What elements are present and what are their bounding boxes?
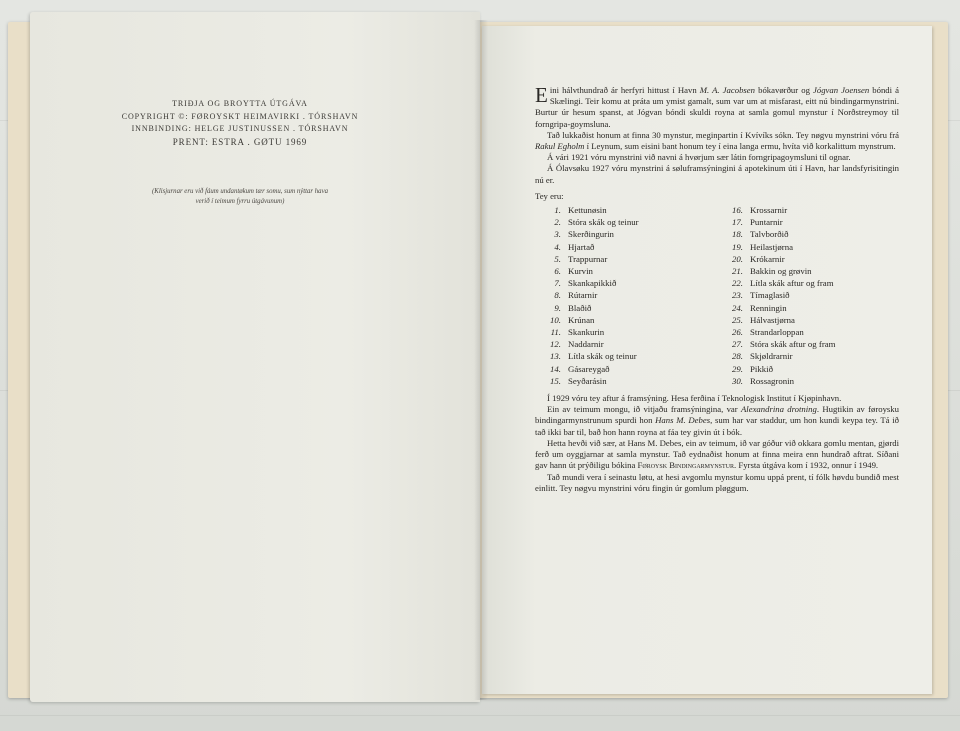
- pattern-name: Naddarnir: [568, 339, 604, 350]
- item-number: 13.: [550, 351, 561, 362]
- text-run: Tað lukkaðist honum at finna 30 mynstur, meginpartin í Kvívíks sókn. Tey nøgvu mynstrini vóru frá: [547, 129, 899, 140]
- paragraph-5: Í 1929 vóru tey aftur á framsýning. Hesa ferðina í Teknologisk Institut í Kjøpinhavn.: [547, 393, 842, 404]
- closing-section: [535, 393, 899, 494]
- list-item: [717, 277, 899, 289]
- list-item: [535, 375, 717, 387]
- list-item: [535, 289, 717, 301]
- item-number: 10.: [550, 314, 561, 325]
- item-number: 9.: [554, 302, 561, 313]
- list-item: [535, 314, 717, 326]
- print-line: PRENT: ESTRA . GØTU 1969: [172, 136, 308, 147]
- text-run: bókavørður og: [755, 85, 814, 95]
- pattern-name: Stóra skák og teinur: [568, 217, 639, 228]
- text-run: , sum har var staddur, um hon kundi keypa tey. Tá ið tað ikki bar til, bað hon hann royna at fáa tey givin út í bók.: [535, 415, 899, 437]
- pattern-name: Skjøldrarnir: [750, 351, 793, 362]
- item-number: 28.: [732, 351, 743, 362]
- item-number: 18.: [732, 229, 743, 240]
- pattern-name: Hálvastjørna: [750, 314, 795, 325]
- page-text: [535, 85, 899, 494]
- list-item: [535, 350, 717, 362]
- item-number: 5.: [554, 253, 561, 264]
- pattern-name: Stóra skák aftur og fram: [750, 339, 836, 350]
- item-number: 7.: [554, 278, 561, 289]
- text-run: bóndi á Skælingi. Teir komu at práta um ymist gamalt, sum var um at misfarast, eitt nú bindingarmynstrini. Burtur úr hesum spanst, at Jógvan bóndi skuldi royna at samla gomul mynstur í Norðstreymoy til forngripa-goymsluna.: [535, 85, 899, 129]
- pattern-name: Skankapikkið: [568, 278, 617, 289]
- item-number: 26.: [732, 327, 743, 338]
- pattern-name: Blaðið: [568, 302, 592, 313]
- list-item: [717, 265, 899, 277]
- list-item: [535, 265, 717, 277]
- item-number: 25.: [732, 314, 743, 325]
- list-item: [535, 363, 717, 375]
- paragraph-4: Á Ólavsøku 1927 vóru mynstrini á søluframsýningini á apotekinum úti í Havn, har landsfyrisitingin nú er.: [535, 163, 899, 185]
- edition-line: TRIÐJA OG BROYTTA ÚTGÁVA: [172, 99, 308, 108]
- item-number: 21.: [732, 266, 743, 277]
- list-item: [535, 326, 717, 338]
- pattern-name: Seyðarásin: [568, 375, 607, 386]
- item-number: 24.: [732, 302, 743, 313]
- pattern-list: [535, 204, 899, 387]
- paragraph-1: [535, 85, 899, 130]
- note-line: (Klisjurnar eru við fáum undantøkum tær somu, sum nýttar hava: [152, 188, 328, 195]
- item-number: 16.: [732, 205, 743, 216]
- pattern-name: Krúnan: [568, 314, 595, 325]
- item-number: 6.: [554, 266, 561, 277]
- item-number: 30.: [732, 375, 743, 386]
- pattern-name: Heilastjørna: [750, 241, 793, 252]
- paragraph-3: Á vári 1921 vóru mynstrini við navni á hvørjum sær látin forngripagoymsluni til ognar.: [547, 152, 851, 163]
- person-name: M. A. Jacobsen: [699, 85, 756, 95]
- item-number: 17.: [732, 217, 743, 228]
- pattern-name: Skerðingurin: [568, 229, 614, 240]
- person-name: Jógvan Joensen: [813, 85, 870, 95]
- pattern-name: Tímaglasið: [750, 290, 790, 301]
- item-number: 14.: [550, 363, 561, 374]
- pattern-name: Rútarnir: [568, 290, 598, 301]
- person-name: Alexandrina drotning: [741, 404, 817, 415]
- item-number: 19.: [732, 241, 743, 252]
- list-item: [535, 277, 717, 289]
- list-intro: Tey eru:: [535, 190, 564, 201]
- list-item: [535, 241, 717, 253]
- pattern-name: Krossarnir: [750, 205, 788, 216]
- text-run: ini hálvthundrað ár herfyri hittust í Havn: [549, 85, 700, 95]
- item-number: 2.: [554, 217, 561, 228]
- list-item: [717, 350, 899, 362]
- pattern-name: Lítla skák aftur og fram: [750, 278, 834, 289]
- item-number: 27.: [732, 339, 743, 350]
- person-name: Rakul Egholm: [535, 141, 585, 152]
- list-item: [717, 289, 899, 301]
- list-item: [717, 375, 899, 387]
- pattern-name: Rossagronin: [750, 375, 794, 386]
- cliche-note: [30, 187, 450, 207]
- list-item: [717, 302, 899, 314]
- person-name: Hans M. Debes: [655, 415, 711, 426]
- pattern-name: Bakkin og grøvin: [750, 266, 812, 277]
- paragraph-8: Tað mundi vera í seinastu løtu, at hesi avgomlu mynstur komu uppá prent, tí fólk høvdu bundið mest einlitt. Tey nøgvu mynstrini vóru fingin úr gomlum pløggum.: [535, 471, 899, 493]
- pattern-name: Krókarnir: [750, 253, 785, 264]
- list-item: [717, 326, 899, 338]
- list-item: [717, 363, 899, 375]
- pattern-name: Trappurnar: [568, 253, 608, 264]
- list-item: [535, 204, 717, 216]
- paragraph-7: [535, 438, 899, 472]
- text-run: í Leynum, sum eisini bant honum tey í eina langa ermu, hvíta við korkalittum mynstrum.: [584, 141, 896, 152]
- pattern-name: Gásareygað: [568, 363, 610, 374]
- list-item: [535, 216, 717, 228]
- pattern-name: Lítla skák og teinur: [568, 351, 637, 362]
- list-item: [535, 338, 717, 350]
- list-item: [717, 253, 899, 265]
- item-number: 12.: [550, 339, 561, 350]
- book-gutter: [474, 20, 488, 700]
- item-number: 11.: [550, 327, 561, 338]
- item-number: 20.: [732, 253, 743, 264]
- pattern-name: Pikkið: [750, 363, 773, 374]
- list-item: [535, 228, 717, 240]
- text-run: . Fyrsta útgáva kom í 1932, onnur í 1949.: [734, 460, 879, 471]
- note-line: verið í teimum fyrru útgávunum): [195, 198, 285, 205]
- item-number: 4.: [554, 241, 561, 252]
- list-item: [535, 302, 717, 314]
- copyright-line: COPYRIGHT ©: FØROYSKT HEIMAVIRKI . TÓRSHAVN: [121, 111, 359, 121]
- list-item: [717, 216, 899, 228]
- pattern-name: Kettunøsin: [568, 205, 607, 216]
- item-number: 3.: [554, 229, 561, 240]
- text-run: Ein av teimum mongu, ið vitjaðu framsýningina, var: [547, 404, 741, 415]
- pattern-name: Skankurin: [568, 327, 605, 338]
- pattern-name: Talvborðið: [750, 229, 789, 240]
- surface-grain: [0, 715, 960, 716]
- list-item: [535, 253, 717, 265]
- item-number: 8.: [554, 290, 561, 301]
- list-item: [717, 241, 899, 253]
- text-run: Hetta hevði við sær, at Hans M. Debes, ein av teimum, ið var góður við okkara gomlu mentan, gjørdi ferð um oyggjarnar at samla mynstur. Tað eydnaðist honum at finna meira enn hundrað aftrat. Síðani gav hann út prýðiligu bókina: [535, 437, 899, 471]
- text-run: . Hugtikin av føroysku bindingarmynstrunum spurdi hon: [535, 404, 899, 426]
- pattern-name: Renningin: [750, 302, 787, 313]
- pattern-column-left: [535, 204, 717, 387]
- pattern-name: Kurvin: [568, 266, 593, 277]
- pattern-name: Hjartað: [568, 241, 595, 252]
- item-number: 1.: [554, 205, 561, 216]
- left-page: [30, 12, 480, 702]
- item-number: 22.: [732, 278, 743, 289]
- list-item: [717, 314, 899, 326]
- book-title: Føroysk Bindingarmynstur: [637, 460, 735, 471]
- item-number: 23.: [732, 290, 743, 301]
- binding-line: INNBINDING: HELGE JUSTINUSSEN . TÓRSHAVN: [131, 124, 349, 133]
- drop-cap: E: [535, 83, 548, 107]
- list-item: [717, 338, 899, 350]
- item-number: 15.: [550, 375, 561, 386]
- pattern-column-right: [717, 204, 899, 387]
- paragraph-2: [535, 130, 899, 152]
- paragraph-6: [535, 404, 899, 438]
- pattern-name: Strandarloppan: [750, 327, 804, 338]
- item-number: 29.: [732, 363, 743, 374]
- right-page: [482, 26, 932, 694]
- list-item: [717, 204, 899, 216]
- pattern-name: Puntarnir: [750, 217, 783, 228]
- list-item: [717, 228, 899, 240]
- colophon: [30, 98, 450, 148]
